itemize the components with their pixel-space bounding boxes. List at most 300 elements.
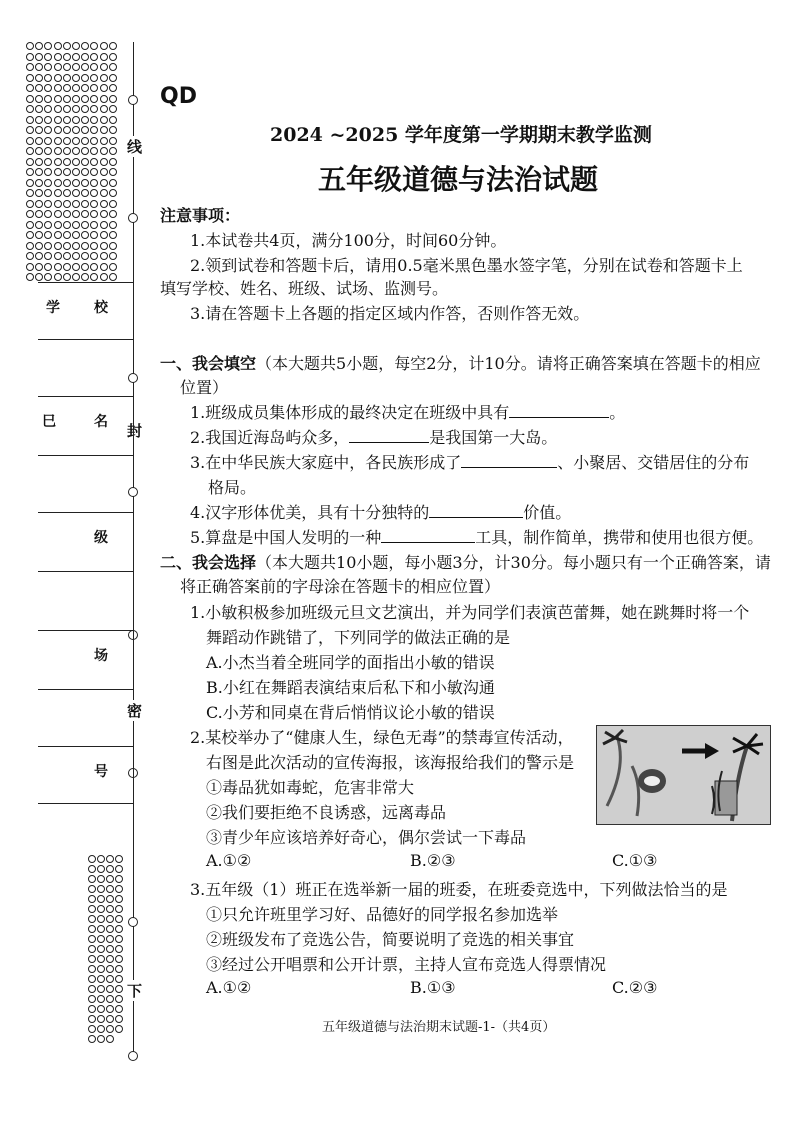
section1-desc-cont: 位置） — [180, 378, 229, 397]
exam-room-field — [38, 630, 134, 690]
choice-option: C.①③ — [612, 851, 658, 870]
binding-dot — [97, 885, 105, 893]
answer-blank — [461, 453, 557, 468]
binding-dot — [35, 252, 43, 260]
binding-dot — [81, 116, 89, 124]
binding-dot — [106, 905, 114, 913]
binding-dot — [109, 263, 117, 271]
binding-dot — [44, 95, 52, 103]
binding-dot — [109, 53, 117, 61]
binding-dot — [35, 179, 43, 187]
binding-dot — [44, 126, 52, 134]
binding-dot — [54, 221, 62, 229]
field-label: 名 — [94, 414, 108, 430]
binding-dot — [72, 221, 80, 229]
binding-dot — [63, 158, 71, 166]
binding-dot — [88, 925, 96, 933]
binding-dot — [97, 1015, 105, 1023]
binding-dot — [72, 242, 80, 250]
binding-dot — [109, 231, 117, 239]
binding-dot — [26, 242, 34, 250]
binding-dot — [63, 116, 71, 124]
binding-dot — [115, 945, 123, 953]
fill-question-1: 1.班级成员集体形成的最终决定在班级中具有 。 — [190, 403, 626, 422]
binding-dot — [109, 105, 117, 113]
binding-dot — [100, 252, 108, 260]
binding-dot — [100, 84, 108, 92]
binding-dot — [35, 42, 43, 50]
binding-dot — [97, 995, 105, 1003]
binding-dot — [81, 63, 89, 71]
binding-dot — [88, 865, 96, 873]
binding-dot — [44, 200, 52, 208]
field-label: 场 — [94, 648, 108, 664]
section2-desc-cont: 将正确答案前的字母涂在答题卡的相应位置） — [180, 577, 501, 596]
binding-dot — [97, 875, 105, 883]
binding-dot — [109, 63, 117, 71]
binding-dot — [72, 74, 80, 82]
binding-dot — [44, 242, 52, 250]
binding-dot — [35, 221, 43, 229]
choice-option: B.①③ — [410, 978, 456, 997]
binding-dot — [115, 965, 123, 973]
binding-dot — [72, 263, 80, 271]
binding-dot — [63, 210, 71, 218]
binding-dot — [100, 189, 108, 197]
binding-dot — [97, 915, 105, 923]
binding-dot — [109, 273, 117, 281]
choice-option: C.小芳和同桌在背后悄悄议论小敏的错误 — [206, 703, 495, 722]
binding-dot — [63, 53, 71, 61]
binding-dot — [88, 1025, 96, 1033]
binding-dot — [26, 158, 34, 166]
binding-dot — [109, 147, 117, 155]
binding-dot — [90, 179, 98, 187]
binding-dot — [106, 855, 114, 863]
binding-dot — [90, 137, 98, 145]
binding-dot — [109, 116, 117, 124]
binding-dot — [115, 925, 123, 933]
binding-dot — [26, 42, 34, 50]
binding-dot — [35, 263, 43, 271]
binding-dot — [106, 895, 114, 903]
statement: ②班级发布了竞选公告，简要说明了竞选的相关事宜 — [206, 930, 575, 949]
binding-dot — [97, 865, 105, 873]
binding-dot — [54, 263, 62, 271]
binding-dot — [44, 42, 52, 50]
binding-dot — [88, 855, 96, 863]
binding-dot — [106, 875, 114, 883]
binding-dot — [115, 995, 123, 1003]
binding-dot — [88, 945, 96, 953]
binding-dot — [72, 53, 80, 61]
binding-dot — [88, 935, 96, 943]
binding-dot — [81, 74, 89, 82]
field-label: 校 — [94, 300, 108, 316]
binding-dot — [35, 242, 43, 250]
binding-dot — [115, 885, 123, 893]
binding-dot — [81, 126, 89, 134]
subject-title: 五年级道德与法治试题 — [318, 163, 599, 196]
binding-dot — [44, 74, 52, 82]
binding-dot — [90, 210, 98, 218]
binding-dot — [90, 74, 98, 82]
binding-dot — [100, 137, 108, 145]
binding-dot — [115, 985, 123, 993]
binding-dot — [109, 42, 117, 50]
binding-dot — [106, 885, 114, 893]
binding-dot — [26, 53, 34, 61]
binding-dot — [90, 263, 98, 271]
binding-dot — [35, 231, 43, 239]
binding-dot — [109, 242, 117, 250]
binding-dot — [90, 221, 98, 229]
binding-dot — [100, 179, 108, 187]
binding-dot — [72, 147, 80, 155]
binding-dot — [100, 210, 108, 218]
binding-dot — [100, 74, 108, 82]
binding-hole — [128, 917, 138, 927]
fill-question-5: 5.算盘是中国人发明的一种 工具，制作简单，携带和使用也很方便。 — [190, 528, 764, 547]
fill-question-2: 2.我国近海岛屿众多， 是我国第一大岛。 — [190, 428, 558, 447]
binding-dot — [26, 116, 34, 124]
binding-dot — [72, 84, 80, 92]
school-field — [38, 282, 134, 340]
choice-option: B.小红在舞蹈表演结束后私下和小敏沟通 — [206, 678, 495, 697]
choice-question-2-stem: 2.某校举办了“健康人生，绿色无毒”的禁毒宣传活动， — [190, 728, 574, 747]
binding-dot — [35, 63, 43, 71]
number-field — [38, 746, 134, 804]
statement: ③青少年应该培养好奇心，偶尔尝试一下毒品 — [206, 828, 527, 847]
seal-char: 线 — [127, 138, 143, 156]
binding-dot — [26, 179, 34, 187]
binding-dot — [54, 116, 62, 124]
binding-dot — [88, 895, 96, 903]
binding-dot — [54, 137, 62, 145]
binding-dot — [81, 231, 89, 239]
binding-dot — [26, 147, 34, 155]
binding-hole — [128, 95, 138, 105]
binding-dot — [35, 158, 43, 166]
binding-dot — [88, 875, 96, 883]
binding-dot — [63, 84, 71, 92]
exam-title: 2024 ~2025 学年度第一学期期末教学监测 — [270, 124, 652, 146]
section2-title: 二、我会选择 — [160, 553, 257, 572]
binding-dot — [115, 935, 123, 943]
binding-dot — [72, 210, 80, 218]
binding-dot — [90, 105, 98, 113]
binding-dot — [35, 200, 43, 208]
binding-dot — [72, 42, 80, 50]
seal-char: 封 — [127, 422, 143, 440]
binding-dot — [90, 42, 98, 50]
answer-blank — [349, 428, 429, 443]
binding-dot — [97, 1005, 105, 1013]
binding-dot — [90, 126, 98, 134]
binding-dot-pattern-bottom — [88, 855, 124, 1070]
binding-dot — [54, 231, 62, 239]
binding-dot — [72, 200, 80, 208]
statement: ①毒品犹如毒蛇，危害非常大 — [206, 778, 415, 797]
binding-dot — [26, 200, 34, 208]
binding-dot — [109, 168, 117, 176]
binding-dot — [100, 126, 108, 134]
binding-dot — [72, 105, 80, 113]
binding-dot — [81, 168, 89, 176]
binding-dot — [35, 147, 43, 155]
binding-dot — [97, 895, 105, 903]
binding-dot-pattern-top — [26, 42, 126, 282]
binding-dot — [115, 855, 123, 863]
binding-dot — [106, 915, 114, 923]
binding-dot — [35, 210, 43, 218]
binding-dot — [97, 1025, 105, 1033]
binding-dot — [81, 158, 89, 166]
binding-dot — [88, 915, 96, 923]
binding-dot — [63, 42, 71, 50]
choice-option: C.②③ — [612, 978, 658, 997]
binding-dot — [90, 147, 98, 155]
binding-dot — [88, 965, 96, 973]
binding-dot — [44, 158, 52, 166]
binding-dot — [26, 273, 34, 281]
binding-dot — [26, 105, 34, 113]
field-label: 级 — [94, 530, 108, 546]
section1-header — [160, 351, 761, 374]
anti-drug-poster-image — [596, 725, 771, 825]
binding-dot — [72, 63, 80, 71]
notice-item: 1.本试卷共4页，满分100分，时间60分钟。 — [190, 231, 507, 250]
binding-dot — [90, 95, 98, 103]
binding-dot — [54, 168, 62, 176]
binding-dot — [63, 105, 71, 113]
binding-dot — [100, 53, 108, 61]
binding-dot — [54, 189, 62, 197]
binding-dot — [72, 137, 80, 145]
section1-title: 一、我会填空 — [160, 354, 257, 373]
binding-dot — [63, 179, 71, 187]
binding-dot — [81, 273, 89, 281]
notice-item: 填写学校、姓名、班级、试场、监测号。 — [160, 279, 449, 298]
binding-dot — [35, 84, 43, 92]
name-field — [38, 396, 134, 456]
class-field — [38, 512, 134, 572]
binding-dot — [26, 189, 34, 197]
binding-dot — [54, 158, 62, 166]
binding-dot — [106, 955, 114, 963]
binding-dot — [109, 126, 117, 134]
binding-dot — [63, 231, 71, 239]
binding-dot — [115, 905, 123, 913]
binding-dot — [100, 221, 108, 229]
binding-hole — [128, 1051, 138, 1061]
binding-dot — [100, 42, 108, 50]
binding-dot — [81, 147, 89, 155]
binding-dot — [54, 53, 62, 61]
binding-dot — [63, 273, 71, 281]
binding-dot — [44, 63, 52, 71]
section2-desc: （本大题共10小题，每小题3分，计30分。每小题只有一个正确答案，请 — [256, 553, 771, 572]
binding-dot — [44, 189, 52, 197]
choice-question-1-stem-cont: 舞蹈动作跳错了，下列同学的做法正确的是 — [206, 628, 511, 647]
binding-dot — [44, 273, 52, 281]
binding-dot — [26, 137, 34, 145]
binding-dot — [97, 975, 105, 983]
binding-dot — [26, 252, 34, 260]
binding-dot — [81, 179, 89, 187]
binding-dot — [35, 105, 43, 113]
binding-dot — [109, 200, 117, 208]
binding-dot — [44, 84, 52, 92]
binding-dot — [26, 221, 34, 229]
binding-dot — [44, 231, 52, 239]
field-label: ⺒ — [42, 414, 56, 430]
binding-hole — [128, 487, 138, 497]
binding-dot — [115, 915, 123, 923]
binding-dot — [81, 137, 89, 145]
answer-blank — [509, 403, 609, 418]
binding-dot — [63, 252, 71, 260]
binding-dot — [54, 200, 62, 208]
binding-dot — [63, 74, 71, 82]
binding-dot — [88, 985, 96, 993]
binding-dot — [97, 1035, 105, 1043]
binding-dot — [109, 74, 117, 82]
binding-dot — [90, 200, 98, 208]
binding-dot — [35, 74, 43, 82]
page-footer: 五年级道德与法治期末试题-1-（共4页） — [322, 1020, 556, 1035]
binding-dot — [35, 126, 43, 134]
binding-dot — [81, 189, 89, 197]
binding-dot — [97, 905, 105, 913]
binding-dot — [35, 95, 43, 103]
binding-dot — [90, 252, 98, 260]
binding-dot — [81, 105, 89, 113]
statement: ②我们要拒绝不良诱惑，远离毒品 — [206, 803, 447, 822]
choice-question-2-stem-cont: 右图是此次活动的宣传海报，该海报给我们的警示是 — [206, 753, 575, 772]
binding-dot — [109, 210, 117, 218]
binding-dot — [44, 221, 52, 229]
binding-dot — [72, 189, 80, 197]
binding-dot — [100, 116, 108, 124]
binding-dot — [54, 252, 62, 260]
binding-dot — [72, 168, 80, 176]
binding-dot — [97, 965, 105, 973]
binding-dot — [26, 231, 34, 239]
binding-dot — [115, 1025, 123, 1033]
binding-dot — [109, 158, 117, 166]
binding-dot — [81, 242, 89, 250]
binding-dot — [106, 1015, 114, 1023]
choice-option: A.①② — [206, 851, 252, 870]
seal-char: 密 — [127, 702, 143, 720]
binding-dot — [63, 189, 71, 197]
binding-dot — [63, 200, 71, 208]
fill-question-3: 3.在中华民族大家庭中，各民族形成了 、小聚居、交错居住的分布 — [190, 453, 750, 472]
binding-dot — [63, 168, 71, 176]
binding-dot — [115, 1015, 123, 1023]
binding-dot — [100, 168, 108, 176]
binding-dot — [90, 63, 98, 71]
binding-dot — [63, 221, 71, 229]
binding-dot — [72, 158, 80, 166]
binding-dot — [72, 116, 80, 124]
binding-dot — [90, 242, 98, 250]
notice-item: 3.请在答题卡上各题的指定区域内作答，否则作答无效。 — [190, 304, 590, 323]
binding-dot — [54, 95, 62, 103]
binding-hole — [128, 213, 138, 223]
binding-hole — [128, 373, 138, 383]
binding-dot — [106, 945, 114, 953]
binding-dot — [54, 273, 62, 281]
notice-item: 2.领到试卷和答题卡后，请用0.5毫米黑色墨水签字笔，分别在试卷和答题卡上 — [190, 256, 743, 275]
binding-dot — [26, 126, 34, 134]
binding-dot — [109, 137, 117, 145]
binding-dot — [72, 95, 80, 103]
binding-dot — [35, 137, 43, 145]
binding-dot — [106, 995, 114, 1003]
binding-dot — [54, 105, 62, 113]
choice-option: A.小杰当着全班同学的面指出小敏的错误 — [206, 653, 495, 672]
binding-dot — [54, 179, 62, 187]
binding-dot — [109, 84, 117, 92]
binding-dot — [54, 84, 62, 92]
binding-dot — [115, 895, 123, 903]
binding-dot — [100, 105, 108, 113]
binding-dot — [88, 995, 96, 1003]
field-label: 学 — [46, 300, 60, 316]
binding-dot — [106, 985, 114, 993]
binding-dot — [97, 945, 105, 953]
binding-dot — [109, 95, 117, 103]
binding-dot — [72, 252, 80, 260]
binding-dot — [72, 273, 80, 281]
choice-option: B.②③ — [410, 851, 456, 870]
binding-dot — [90, 273, 98, 281]
poster-illustration — [597, 726, 771, 825]
seal-char: 下 — [127, 982, 143, 1000]
binding-dot — [44, 53, 52, 61]
binding-dot — [26, 263, 34, 271]
binding-dot — [35, 116, 43, 124]
binding-dot — [63, 126, 71, 134]
binding-dot — [44, 263, 52, 271]
field-label: 号 — [94, 764, 108, 780]
binding-dot — [100, 158, 108, 166]
binding-dot — [109, 252, 117, 260]
binding-dot — [81, 200, 89, 208]
binding-dot — [88, 905, 96, 913]
binding-dot — [106, 865, 114, 873]
binding-dot — [54, 242, 62, 250]
binding-dot — [81, 252, 89, 260]
binding-dot — [115, 1005, 123, 1013]
binding-dot — [97, 855, 105, 863]
choice-question-3-stem: 3.五年级（1）班正在选举新一届的班委，在班委竞选中，下列做法恰当的是 — [190, 880, 728, 899]
binding-dot — [44, 105, 52, 113]
binding-dot — [115, 875, 123, 883]
fill-question-4: 4.汉字形体优美，具有十分独特的 价值。 — [190, 503, 572, 522]
binding-dot — [81, 95, 89, 103]
binding-dot — [26, 168, 34, 176]
binding-dot — [63, 147, 71, 155]
binding-dot — [44, 168, 52, 176]
statement: ①只允许班里学习好、品德好的同学报名参加选举 — [206, 905, 559, 924]
binding-dot — [88, 1015, 96, 1023]
binding-dot — [88, 975, 96, 983]
binding-dot — [63, 95, 71, 103]
binding-dot — [88, 1005, 96, 1013]
